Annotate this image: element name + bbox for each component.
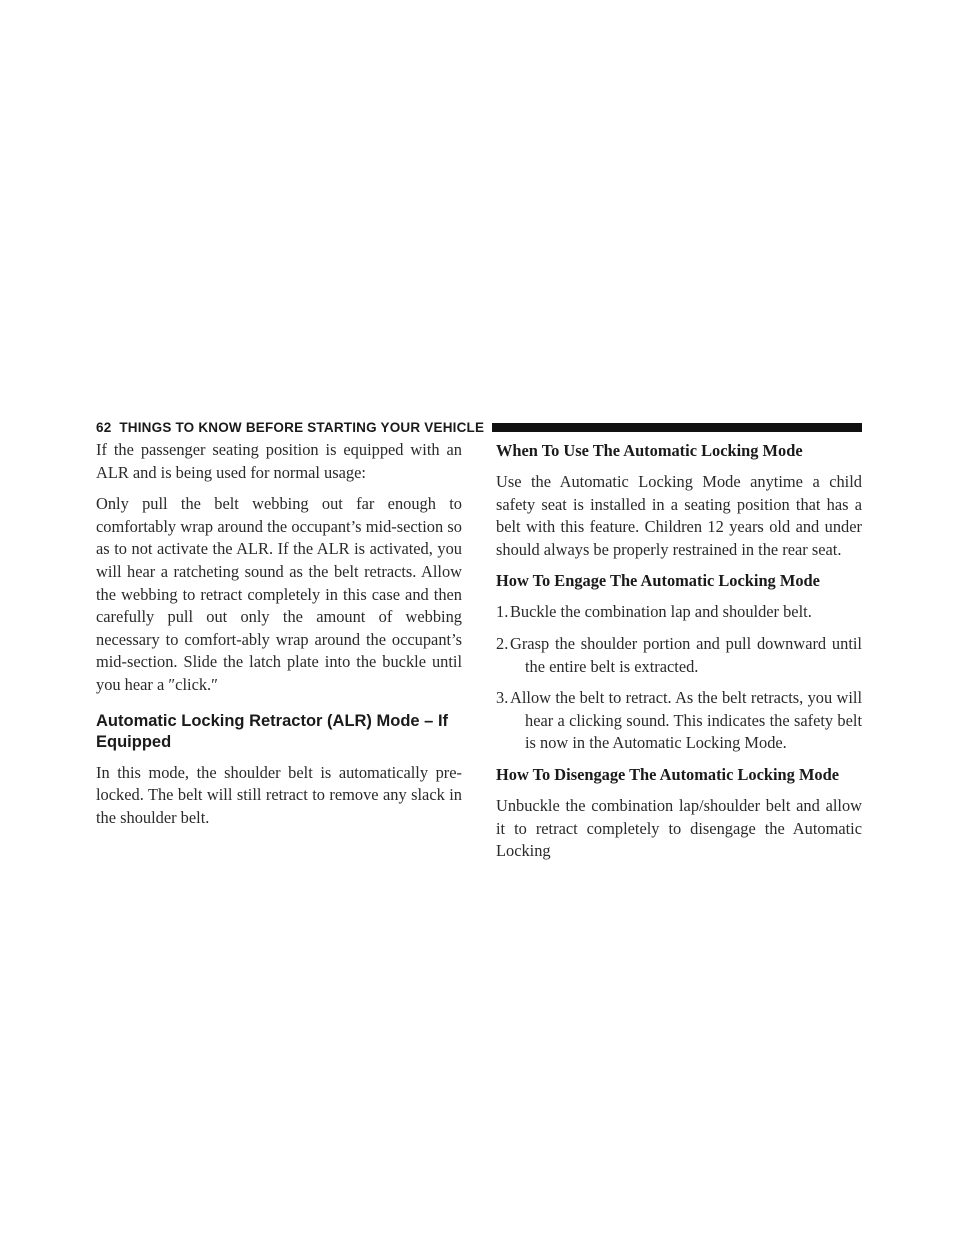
step-number: 3. (496, 688, 509, 708)
running-header (96, 420, 492, 435)
list-item (496, 601, 862, 624)
left-column (96, 439, 462, 838)
step-text: Grasp the shoulder portion and pull downward until the entire belt is extracted. (510, 633, 862, 676)
paragraph-disengage: Unbuckle the combination lap/shoulder belt and allow it to retract completely to disengage the Automatic Locking (496, 795, 862, 861)
paragraph-webbing-instructions: Only pull the belt webbing out far enough to comfortably wrap around the occupant’s mid-section so as to not activate the ALR. If the ALR is activated, you will hear a ratcheting sound as the belt retracts. Allow the webbing to retract completely in this case and then carefully pull out only the amount of webbing necessary to comfort-ably wrap around the occupant’s mid-section. Slide the latch plate into the buckle until you hear a ″click.″ (96, 494, 462, 694)
list-item (496, 687, 862, 755)
paragraph-alr-mode: In this mode, the shoulder belt is automatically pre-locked. The belt will still retract to remove any slack in the shoulder belt. (96, 762, 462, 827)
engage-steps-list (496, 601, 862, 755)
page-header (96, 419, 862, 435)
paragraph-alr-normal-usage: If the passenger seating position is equipped with an ALR and is being used for normal usage: (96, 440, 462, 482)
step-text: Buckle the combination lap and shoulder belt. (510, 602, 812, 622)
step-number: 1. (496, 602, 509, 622)
list-item (496, 633, 862, 678)
heading-how-to-disengage: How To Disengage The Automatic Locking Mode (496, 764, 840, 784)
page-number: 62 (96, 419, 112, 435)
step-number: 2. (496, 633, 509, 653)
heading-when-to-use: When To Use The Automatic Locking Mode (496, 441, 803, 460)
right-column (496, 439, 862, 872)
header-rule (492, 423, 862, 432)
step-text: Allow the belt to retract. As the belt retracts, you will hear a clicking sound. This indicates the safety belt is now in the Automatic Locking Mode. (510, 688, 862, 753)
heading-alr-mode: Automatic Locking Retractor (ALR) Mode – If Equipped (96, 711, 449, 751)
section-title: THINGS TO KNOW BEFORE STARTING YOUR VEHICLE (119, 419, 485, 435)
heading-how-to-engage: How To Engage The Automatic Locking Mode (496, 571, 820, 591)
paragraph-when-to-use: Use the Automatic Locking Mode anytime a child safety seat is installed in a seating position that has a belt with this feature. Children 12 years old and under should always be properly restrained in the rear seat. (496, 472, 862, 559)
